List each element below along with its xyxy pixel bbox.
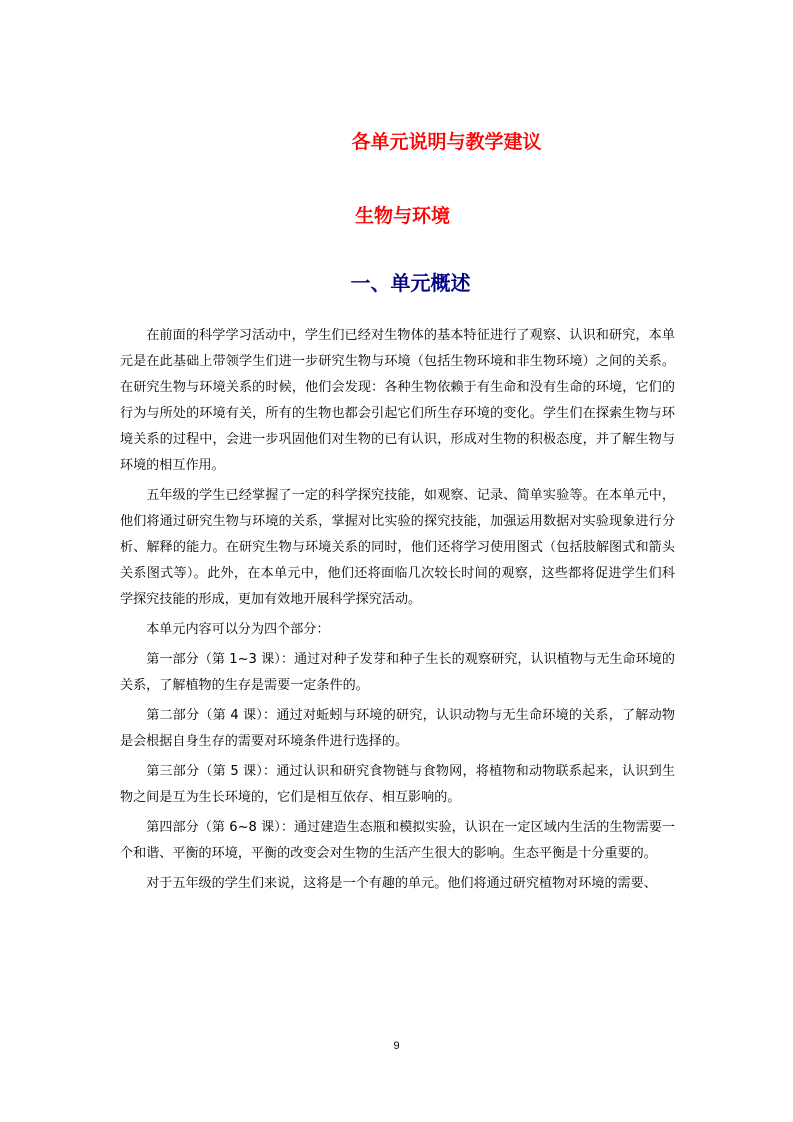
document-title: 各单元说明与教学建议	[351, 131, 542, 153]
paragraph: 第三部分（第 5 课）：通过认识和研究食物链与食物网，将植物和动物联系起来，认识到生物之间是互为生长环境的，它们是相互依存、相互影响的。	[120, 764, 675, 805]
paragraph: 本单元内容可以分为四个部分：	[146, 622, 330, 637]
section-title: 一、单元概述	[350, 271, 471, 295]
body-text	[120, 323, 675, 901]
paragraph: 对于五年级的学生们来说，这将是一个有趣的单元。他们将通过研究植物对环境的需要、	[146, 876, 657, 891]
paragraph: 第一部分（第 1~3 课）：通过对种子发芽和种子生长的观察研究，认识植物与无生命环境的关系，了解植物的生存是需要一定条件的。	[120, 652, 675, 693]
paragraph: 第二部分（第 4 课）：通过对蚯蚓与环境的研究，认识动物与无生命环境的关系，了解动物是会根据自身生存的需要对环境条件进行选择的。	[120, 708, 675, 749]
page-number: 9	[393, 1040, 400, 1052]
paragraph: 五年级的学生已经掌握了一定的科学探究技能，如观察、记录、简单实验等。在本单元中，他们将通过研究生物与环境的关系，掌握对比实验的探究技能，加强运用数据对实验现象进行分析、解释的能力。在研究生物与环境关系的同时，他们还将学习使用图式（包括肢解图式和箭头关系图式等）。此外，在本单元中，他们还将面临几次较长时间的观察，这些都将促进学生们科学探究技能的形成，更加有效地开展科学探究活动。	[120, 488, 675, 607]
unit-title: 生物与环境	[354, 205, 450, 227]
paragraph: 第四部分（第 6~8 课）：通过建造生态瓶和模拟实验，认识在一定区域内生活的生物需要一个和谐、平衡的环境，平衡的改变会对生物的生活产生很大的影响。生态平衡是十分重要的。	[120, 820, 675, 861]
paragraph: 在前面的科学学习活动中，学生们已经对生物体的基本特征进行了观察、认识和研究，本单元是在此基础上带领学生们进一步研究生物与环境（包括生物环境和非生物环境）之间的关系。在研究生物与环境关系的时候，他们会发现：各种生物依赖于有生命和没有生命的环境，它们的行为与所处的环境有关，所有的生物也都会引起它们所生存环境的变化。学生们在探索生物与环境关系的过程中，会进一步巩固他们对生物的已有认识，形成对生物的积极态度，并了解生物与环境的相互作用。	[120, 328, 675, 473]
